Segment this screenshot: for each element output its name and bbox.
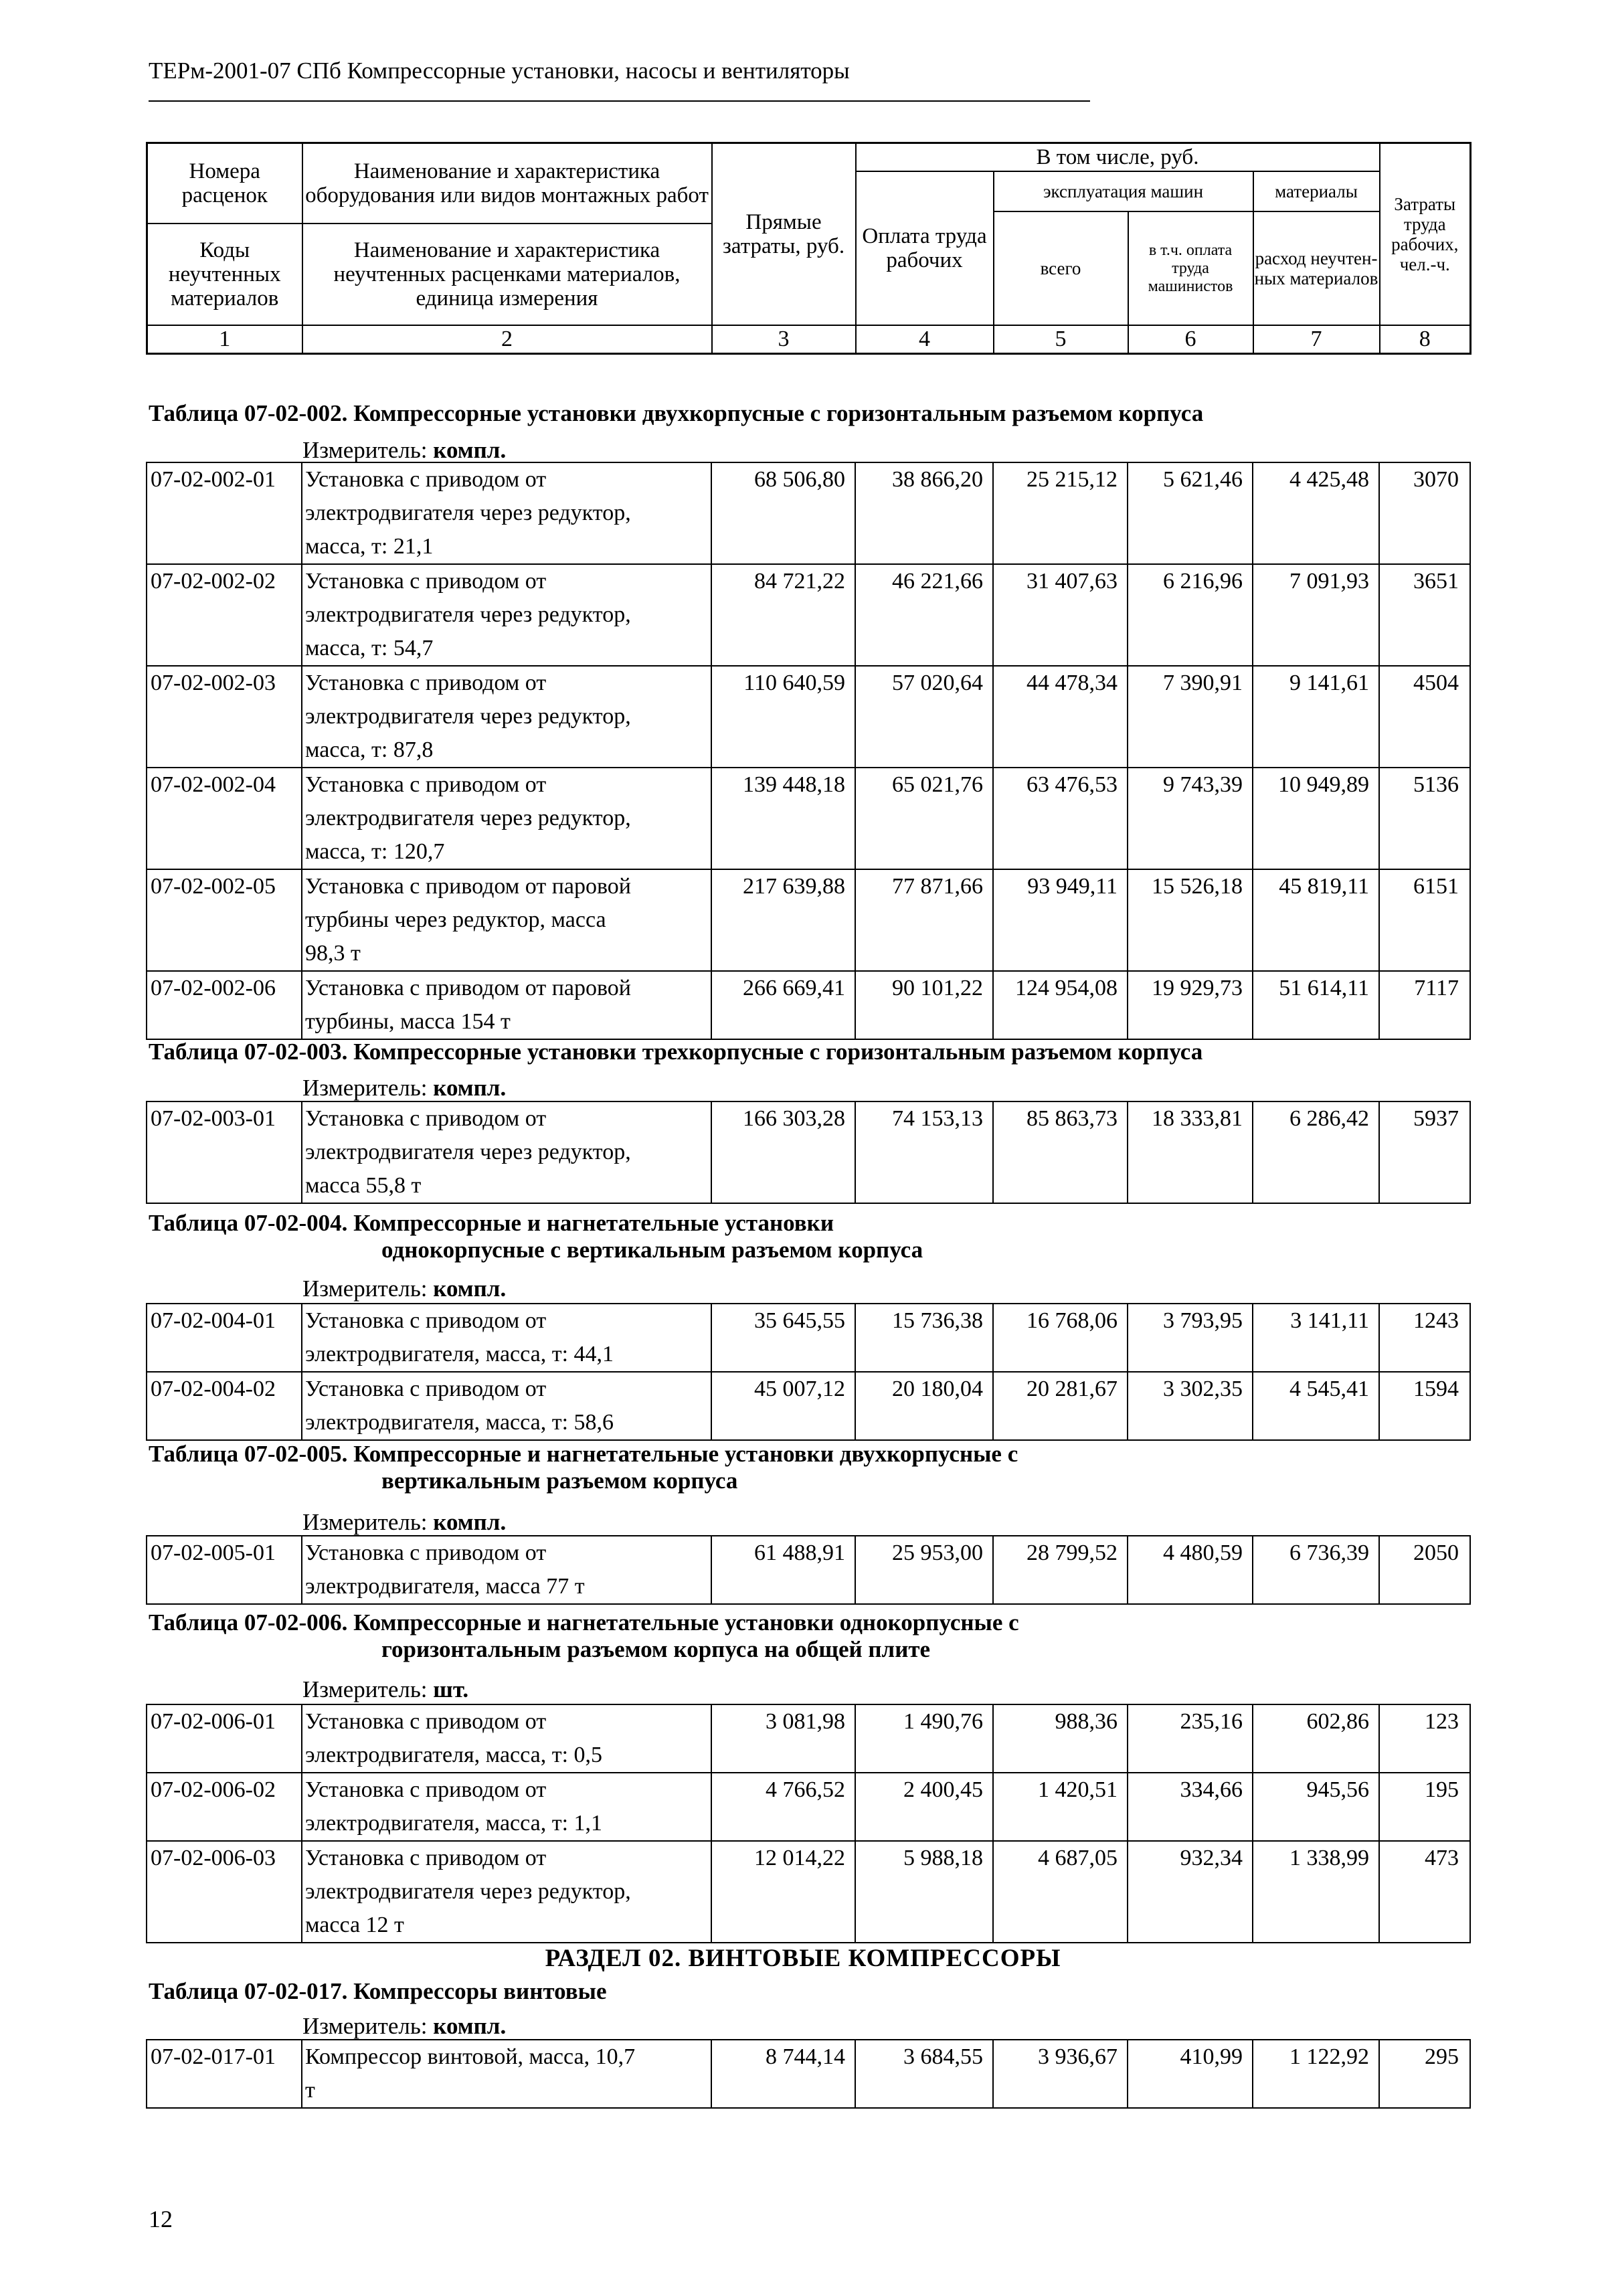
unit-value: компл. — [433, 1275, 507, 1302]
unit-line — [302, 1075, 506, 1101]
price-table — [146, 2039, 1471, 2109]
materials-cost-cell: 4 545,41 — [1253, 1372, 1379, 1440]
work-name-line: масса, т: 54,7 — [305, 636, 434, 660]
direct-cost-cell: 4 766,52 — [711, 1773, 855, 1841]
work-name-line: масса, т: 120,7 — [305, 839, 445, 864]
table-title-continuation: горизонтальным разъемом корпуса на общей плите — [381, 1636, 931, 1662]
work-name-cell — [302, 2040, 711, 2108]
section-title: РАЗДЕЛ 02. ВИНТОВЫЕ КОМПРЕССОРЫ — [545, 1945, 1061, 1972]
col7-header: расход неучтен-ных материалов — [1253, 211, 1380, 325]
labor-hours-cell: 195 — [1379, 1773, 1470, 1841]
labor-cost-cell: 2 400,45 — [855, 1773, 993, 1841]
table-row — [147, 666, 1470, 768]
materials-cost-cell: 1 338,99 — [1253, 1841, 1379, 1943]
labor-hours-cell: 1243 — [1379, 1304, 1470, 1372]
work-name-cell — [302, 1841, 711, 1943]
labor-cost-cell: 38 866,20 — [855, 462, 993, 564]
table-row — [147, 768, 1470, 869]
work-name-cell — [302, 666, 711, 768]
work-name-line: масса, т: 87,8 — [305, 737, 434, 762]
col-number: 7 — [1253, 325, 1380, 354]
machinist-labor-cell: 410,99 — [1128, 2040, 1253, 2108]
labor-cost-cell: 46 221,66 — [855, 564, 993, 666]
work-name-line: т — [305, 2078, 315, 2103]
work-name-cell — [302, 1372, 711, 1440]
work-name-line: Установка с приводом от — [305, 1377, 547, 1401]
work-name-line: Установка с приводом от — [305, 569, 547, 594]
machines-cost-cell: 20 281,67 — [993, 1372, 1128, 1440]
col5-header: всего — [994, 211, 1128, 325]
machinist-labor-cell: 4 480,59 — [1128, 1536, 1253, 1604]
labor-hours-cell: 3651 — [1379, 564, 1470, 666]
unit-value: компл. — [433, 437, 507, 463]
labor-cost-cell: 3 684,55 — [855, 2040, 993, 2108]
direct-cost-cell: 217 639,88 — [711, 869, 855, 971]
labor-hours-cell: 473 — [1379, 1841, 1470, 1943]
price-table — [146, 1535, 1471, 1605]
work-name-line: масса 55,8 т — [305, 1173, 422, 1198]
table-row — [147, 1704, 1470, 1773]
materials-cost-cell: 10 949,89 — [1253, 768, 1379, 869]
work-name-line: электродвигателя, масса, т: 58,6 — [305, 1410, 614, 1435]
rate-code-cell: 07-02-002-06 — [147, 971, 302, 1039]
unit-line — [302, 1275, 506, 1302]
unit-label: Измеритель: — [302, 1676, 434, 1702]
machinist-labor-cell: 5 621,46 — [1128, 462, 1253, 564]
col8-header: Затраты труда рабочих, чел.-ч. — [1380, 143, 1471, 326]
work-name-line: Установка с приводом от — [305, 1709, 547, 1734]
materials-cost-cell: 45 819,11 — [1253, 869, 1379, 971]
machinist-labor-cell: 9 743,39 — [1128, 768, 1253, 869]
col6-header: в т.ч. оплата труда машинистов — [1128, 211, 1253, 325]
machines-cost-cell: 16 768,06 — [993, 1304, 1128, 1372]
header-rule — [149, 100, 1090, 102]
rate-code-cell: 07-02-004-01 — [147, 1304, 302, 1372]
col-number: 4 — [856, 325, 994, 354]
work-name-line: электродвигателя через редуктор, — [305, 602, 631, 627]
work-name-line: Установка с приводом от — [305, 772, 547, 797]
labor-cost-cell: 20 180,04 — [855, 1372, 993, 1440]
table-row — [147, 1841, 1470, 1943]
work-name-line: электродвигателя, масса, т: 44,1 — [305, 1342, 614, 1366]
direct-cost-cell: 84 721,22 — [711, 564, 855, 666]
machines-cost-cell: 63 476,53 — [993, 768, 1128, 869]
work-name-line: Установка с приводом от — [305, 1540, 547, 1565]
table-title — [149, 1609, 1019, 1663]
direct-cost-cell: 12 014,22 — [711, 1841, 855, 1943]
work-name-line: Установка с приводом от — [305, 1106, 547, 1131]
labor-cost-cell: 77 871,66 — [855, 869, 993, 971]
table-title-text: Таблица 07-02-003. Компрессорные установки трехкорпусные с горизонтальным разъемом корпуса — [149, 1039, 1203, 1065]
rate-code-cell: 07-02-003-01 — [147, 1101, 302, 1203]
unit-value: шт. — [433, 1676, 469, 1702]
unit-label: Измеритель: — [302, 437, 434, 463]
col-number: 8 — [1380, 325, 1471, 354]
machines-cost-cell: 31 407,63 — [993, 564, 1128, 666]
work-name-line: Установка с приводом от — [305, 1308, 547, 1333]
machines-header: эксплуатация машин — [994, 171, 1253, 211]
direct-cost-cell: 35 645,55 — [711, 1304, 855, 1372]
table-title-text: Таблица 07-02-006. Компрессорные и нагнетательные установки однокорпусные с — [149, 1609, 1019, 1636]
table-title — [149, 1978, 607, 2005]
direct-cost-cell: 166 303,28 — [711, 1101, 855, 1203]
column-header-table — [146, 142, 1471, 355]
materials-cost-cell: 1 122,92 — [1253, 2040, 1379, 2108]
table-title-text: Таблица 07-02-002. Компрессорные установки двухкорпусные с горизонтальным разъемом корпуса — [149, 400, 1204, 426]
col3-header: Прямые затраты, руб. — [712, 143, 856, 326]
price-table — [146, 1704, 1471, 1943]
unit-line — [302, 2013, 506, 2040]
work-name-line: электродвигателя, масса 77 т — [305, 1574, 585, 1599]
labor-hours-cell: 3070 — [1379, 462, 1470, 564]
price-table — [146, 1303, 1471, 1441]
unit-label: Измеритель: — [302, 1509, 434, 1535]
machinist-labor-cell: 235,16 — [1128, 1704, 1253, 1773]
unit-line — [302, 1509, 506, 1536]
materials-cost-cell: 3 141,11 — [1253, 1304, 1379, 1372]
table-row — [147, 1773, 1470, 1841]
machines-cost-cell: 124 954,08 — [993, 971, 1128, 1039]
work-name-cell — [302, 768, 711, 869]
labor-cost-cell: 1 490,76 — [855, 1704, 993, 1773]
machinist-labor-cell: 3 302,35 — [1128, 1372, 1253, 1440]
unit-value: компл. — [433, 1509, 507, 1535]
table-title-text: Таблица 07-02-004. Компрессорные и нагнетательные установки — [149, 1210, 834, 1236]
unit-label: Измеритель: — [302, 1075, 434, 1101]
direct-cost-cell: 61 488,91 — [711, 1536, 855, 1604]
unit-value: компл. — [433, 2013, 507, 2039]
machines-cost-cell: 28 799,52 — [993, 1536, 1128, 1604]
materials-cost-cell: 6 736,39 — [1253, 1536, 1379, 1604]
work-name-line: турбины через редуктор, масса — [305, 907, 606, 932]
col-number: 1 — [147, 325, 302, 354]
work-name-cell — [302, 1304, 711, 1372]
rate-code-cell: 07-02-002-01 — [147, 462, 302, 564]
col-number: 2 — [302, 325, 712, 354]
labor-hours-cell: 123 — [1379, 1704, 1470, 1773]
labor-hours-cell: 7117 — [1379, 971, 1470, 1039]
materials-cost-cell: 945,56 — [1253, 1773, 1379, 1841]
page-number: 12 — [149, 2206, 173, 2232]
materials-cost-cell: 51 614,11 — [1253, 971, 1379, 1039]
machinist-labor-cell: 18 333,81 — [1128, 1101, 1253, 1203]
work-name-cell — [302, 1773, 711, 1841]
labor-hours-cell: 6151 — [1379, 869, 1470, 971]
rate-code-cell: 07-02-006-01 — [147, 1704, 302, 1773]
materials-header: материалы — [1253, 171, 1380, 211]
work-name-line: электродвигателя, масса, т: 0,5 — [305, 1743, 603, 1767]
table-title — [149, 400, 1203, 427]
work-name-line: электродвигателя, масса, т: 1,1 — [305, 1811, 603, 1836]
labor-cost-cell: 57 020,64 — [855, 666, 993, 768]
labor-cost-cell: 90 101,22 — [855, 971, 993, 1039]
work-name-line: Компрессор винтовой, масса, 10,7 — [305, 2044, 636, 2069]
col-number: 5 — [994, 325, 1128, 354]
rate-code-cell: 07-02-002-04 — [147, 768, 302, 869]
table-row — [147, 971, 1470, 1039]
price-table — [146, 1101, 1471, 1204]
unit-label: Измеритель: — [302, 1275, 434, 1302]
work-name-line: 98,3 т — [305, 941, 361, 966]
labor-cost-cell: 65 021,76 — [855, 768, 993, 869]
work-name-cell — [302, 462, 711, 564]
materials-cost-cell: 7 091,93 — [1253, 564, 1379, 666]
machines-cost-cell: 4 687,05 — [993, 1841, 1128, 1943]
labor-hours-cell: 4504 — [1379, 666, 1470, 768]
table-row — [147, 564, 1470, 666]
work-name-line: Установка с приводом от — [305, 1846, 547, 1870]
work-name-line: Установка с приводом от паровой — [305, 874, 631, 899]
machines-cost-cell: 1 420,51 — [993, 1773, 1128, 1841]
work-name-cell — [302, 1704, 711, 1773]
table-title — [149, 1441, 1018, 1494]
table-row — [147, 869, 1470, 971]
labor-cost-cell: 15 736,38 — [855, 1304, 993, 1372]
machinist-labor-cell: 19 929,73 — [1128, 971, 1253, 1039]
work-name-line: масса 12 т — [305, 1913, 404, 1937]
work-name-line: Установка с приводом от — [305, 1777, 547, 1802]
machinist-labor-cell: 15 526,18 — [1128, 869, 1253, 971]
machinist-labor-cell: 6 216,96 — [1128, 564, 1253, 666]
machinist-labor-cell: 334,66 — [1128, 1773, 1253, 1841]
col1-bottom-header: Коды неучтенных материалов — [147, 224, 302, 325]
work-name-line: Установка с приводом от — [305, 467, 547, 492]
price-table — [146, 462, 1471, 1040]
unit-line — [302, 437, 506, 464]
rate-code-cell: 07-02-002-02 — [147, 564, 302, 666]
rate-code-cell: 07-02-017-01 — [147, 2040, 302, 2108]
table-title-text: Таблица 07-02-017. Компрессоры винтовые — [149, 1978, 607, 2004]
rate-code-cell: 07-02-002-03 — [147, 666, 302, 768]
machines-cost-cell: 988,36 — [993, 1704, 1128, 1773]
col-number: 6 — [1128, 325, 1253, 354]
rate-code-cell: 07-02-002-05 — [147, 869, 302, 971]
unit-line — [302, 1676, 468, 1703]
col4-header: Оплата труда рабочих — [856, 171, 994, 325]
labor-hours-cell: 1594 — [1379, 1372, 1470, 1440]
labor-cost-cell: 25 953,00 — [855, 1536, 993, 1604]
work-name-cell — [302, 1101, 711, 1203]
materials-cost-cell: 9 141,61 — [1253, 666, 1379, 768]
labor-hours-cell: 295 — [1379, 2040, 1470, 2108]
work-name-cell — [302, 971, 711, 1039]
direct-cost-cell: 45 007,12 — [711, 1372, 855, 1440]
work-name-line: Установка с приводом от — [305, 671, 547, 695]
labor-hours-cell: 2050 — [1379, 1536, 1470, 1604]
rate-code-cell: 07-02-004-02 — [147, 1372, 302, 1440]
col2-bottom-header: Наименование и характеристика неучтенных расценками материалов, единица измерения — [302, 224, 712, 325]
table-row — [147, 2040, 1470, 2108]
direct-cost-cell: 139 448,18 — [711, 768, 855, 869]
table-title-continuation: вертикальным разъемом корпуса — [381, 1468, 738, 1494]
work-name-line: электродвигателя через редуктор, — [305, 501, 631, 525]
work-name-cell — [302, 564, 711, 666]
work-name-line: электродвигателя через редуктор, — [305, 704, 631, 729]
work-name-line: Установка с приводом от паровой — [305, 976, 631, 1000]
work-name-cell — [302, 1536, 711, 1604]
direct-cost-cell: 110 640,59 — [711, 666, 855, 768]
labor-hours-cell: 5136 — [1379, 768, 1470, 869]
machinist-labor-cell: 7 390,91 — [1128, 666, 1253, 768]
work-name-cell — [302, 869, 711, 971]
rate-code-cell: 07-02-005-01 — [147, 1536, 302, 1604]
unit-value: компл. — [433, 1075, 507, 1101]
table-title-continuation: однокорпусные с вертикальным разъемом корпуса — [381, 1237, 923, 1263]
table-row — [147, 1101, 1470, 1203]
col2-top-header: Наименование и характеристика оборудования или видов монтажных работ — [302, 143, 712, 224]
work-name-line: электродвигателя через редуктор, — [305, 1879, 631, 1904]
table-title — [149, 1210, 923, 1263]
machines-cost-cell: 3 936,67 — [993, 2040, 1128, 2108]
work-name-line: электродвигателя через редуктор, — [305, 806, 631, 830]
work-name-line: турбины, масса 154 т — [305, 1009, 511, 1034]
rate-code-cell: 07-02-006-02 — [147, 1773, 302, 1841]
machinist-labor-cell: 932,34 — [1128, 1841, 1253, 1943]
materials-cost-cell: 602,86 — [1253, 1704, 1379, 1773]
direct-cost-cell: 266 669,41 — [711, 971, 855, 1039]
machines-cost-cell: 93 949,11 — [993, 869, 1128, 971]
table-row — [147, 462, 1470, 564]
table-row — [147, 1536, 1470, 1604]
work-name-line: масса, т: 21,1 — [305, 534, 434, 559]
machinist-labor-cell: 3 793,95 — [1128, 1304, 1253, 1372]
direct-cost-cell: 3 081,98 — [711, 1704, 855, 1773]
labor-cost-cell: 5 988,18 — [855, 1841, 993, 1943]
table-row — [147, 1304, 1470, 1372]
table-title — [149, 1039, 1202, 1065]
incl-header: В том числе, руб. — [856, 143, 1380, 172]
labor-cost-cell: 74 153,13 — [855, 1101, 993, 1203]
unit-label: Измеритель: — [302, 2013, 434, 2039]
col-number: 3 — [712, 325, 856, 354]
table-title-text: Таблица 07-02-005. Компрессорные и нагнетательные установки двухкорпусные с — [149, 1441, 1018, 1467]
direct-cost-cell: 68 506,80 — [711, 462, 855, 564]
labor-hours-cell: 5937 — [1379, 1101, 1470, 1203]
direct-cost-cell: 8 744,14 — [711, 2040, 855, 2108]
table-row — [147, 1372, 1470, 1440]
machines-cost-cell: 85 863,73 — [993, 1101, 1128, 1203]
col1-top-header: Номера расценок — [147, 143, 302, 224]
machines-cost-cell: 44 478,34 — [993, 666, 1128, 768]
work-name-line: электродвигателя через редуктор, — [305, 1140, 631, 1164]
page-header: ТЕРм-2001-07 СПб Компрессорные установки, насосы и вентиляторы — [149, 58, 850, 84]
rate-code-cell: 07-02-006-03 — [147, 1841, 302, 1943]
materials-cost-cell: 4 425,48 — [1253, 462, 1379, 564]
machines-cost-cell: 25 215,12 — [993, 462, 1128, 564]
materials-cost-cell: 6 286,42 — [1253, 1101, 1379, 1203]
